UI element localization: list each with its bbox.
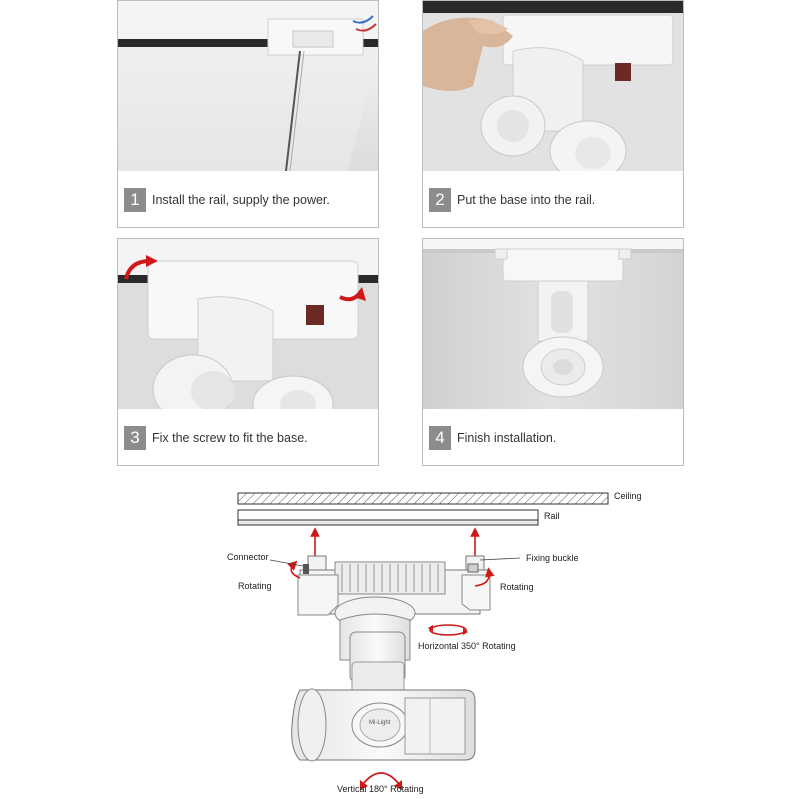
track-light-drawing bbox=[200, 480, 660, 799]
rail-bar bbox=[238, 510, 538, 520]
step-3-caption bbox=[118, 410, 378, 465]
horizontal-rotating-label: Horizontal 350° Rotating bbox=[418, 641, 516, 651]
step-caption-text: Finish installation. bbox=[457, 430, 557, 445]
step-4-caption bbox=[423, 410, 683, 465]
step-caption-text: Put the base into the rail. bbox=[457, 192, 596, 207]
step-number-badge: 3 bbox=[124, 426, 146, 450]
step-1-panel bbox=[117, 0, 379, 228]
step-2-photo bbox=[423, 1, 683, 171]
step-2-caption bbox=[423, 172, 683, 227]
fixing-buckle bbox=[468, 564, 478, 572]
step-number-badge: 4 bbox=[429, 426, 451, 450]
ceiling-label: Ceiling bbox=[614, 491, 642, 501]
rotating-left-label: Rotating bbox=[238, 581, 272, 591]
vertical-rotate-arrow bbox=[363, 773, 399, 784]
step-3-photo bbox=[118, 239, 378, 409]
step-4-panel bbox=[422, 238, 684, 466]
rotating-right-label: Rotating bbox=[500, 582, 534, 592]
step-1-caption bbox=[118, 172, 378, 227]
ceiling-plate bbox=[238, 493, 608, 504]
step-caption-text: Install the rail, supply the power. bbox=[152, 192, 330, 207]
rail-label: Rail bbox=[544, 511, 560, 521]
vertical-rotating-label: Vertical 180° Rotating bbox=[337, 784, 424, 794]
brand-mark: Mi-Light bbox=[369, 720, 391, 726]
step-number-badge: 1 bbox=[124, 188, 146, 212]
step-4-photo bbox=[423, 239, 683, 409]
step-caption-text: Fix the screw to fit the base. bbox=[152, 430, 308, 445]
connector-label: Connector bbox=[227, 552, 269, 562]
connector-screw bbox=[303, 564, 309, 574]
step-3-panel bbox=[117, 238, 379, 466]
step-1-photo bbox=[118, 1, 378, 171]
installation-diagram bbox=[200, 480, 660, 799]
step-2-panel bbox=[422, 0, 684, 228]
step-number-badge: 2 bbox=[429, 188, 451, 212]
fixing-buckle-label: Fixing buckle bbox=[526, 553, 579, 563]
horizontal-rotate-arrow bbox=[430, 625, 466, 635]
